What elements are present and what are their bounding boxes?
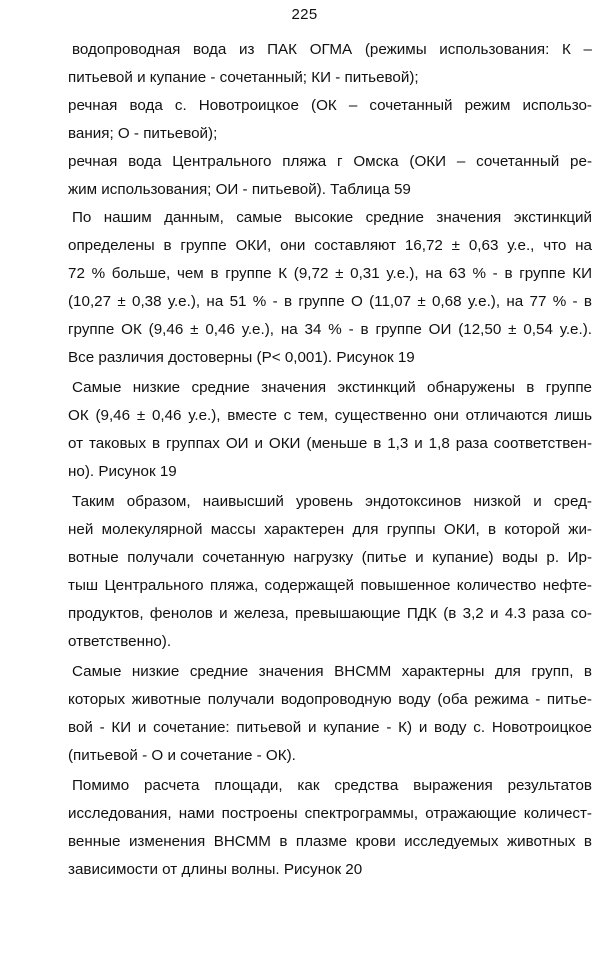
- text-line: Все различия достоверны (Р< 0,001). Рисунок 19: [68, 349, 415, 366]
- text-line: исследования, нами построены спектрограммы, отражающие количест-: [68, 805, 592, 822]
- text-line: Таким образом, наивысший уровень эндотоксинов низкой и сред-: [72, 493, 592, 510]
- text-line: определены в группе ОКИ, они составляют 16,72 ± 0,63 у.е., что на: [68, 237, 592, 254]
- text-line: Самые низкие средние значения ВНСММ характерны для групп, в: [72, 663, 592, 680]
- text-line: вания; О - питьевой);: [68, 125, 218, 142]
- text-line: По нашим данным, самые высокие средние значения экстинкций: [72, 209, 592, 226]
- text-line: Самые низкие средние значения экстинкций обнаружены в группе: [72, 379, 592, 396]
- text-line: зависимости от длины волны. Рисунок 20: [68, 861, 363, 878]
- text-line: питьевой и купание - сочетанный; КИ - питьевой);: [68, 69, 419, 86]
- text-line: речная вода Центрального пляжа г Омска (ОКИ – сочетанный ре-: [68, 153, 592, 170]
- text-line: ОК (9,46 ± 0,46 у.е.), вместе с тем, существенно они отличаются лишь: [68, 407, 592, 424]
- text-line: 72 % больше, чем в группе К (9,72 ± 0,31 у.е.), на 63 % - в группе КИ: [68, 265, 592, 282]
- text-line: венные изменения ВНСММ в плазме крови исследуемых животных в: [68, 833, 592, 850]
- text-line: которых животные получали водопроводную воду (оба режима - питье-: [68, 691, 592, 708]
- text-line: вой - КИ и сочетание: питьевой и купание - К) и воду с. Новотроицкое: [68, 719, 592, 736]
- text-line: (10,27 ± 0,38 у.е.), на 51 % - в группе О (11,07 ± 0,68 у.е.), на 77 % - в: [68, 293, 592, 310]
- text-line: ответственно).: [68, 633, 172, 650]
- text-line: (питьевой - О и сочетание - ОК).: [68, 747, 296, 764]
- text-line: тыш Центрального пляжа, содержащей повышенное количество нефте-: [68, 577, 592, 594]
- text-line: от таковых в группах ОИ и ОКИ (меньше в 1,3 и 1,8 раза соответствен-: [68, 435, 592, 452]
- text-line: Помимо расчета площади, как средства выражения результатов: [72, 777, 592, 794]
- page-number: 225: [291, 6, 318, 23]
- text-line: продуктов, фенолов и железа, превышающие ПДК (в 3,2 и 4.3 раза со-: [68, 605, 592, 622]
- text-line: ней молекулярной массы характерен для группы ОКИ, в которой жи-: [68, 521, 592, 538]
- text-line: жим использования; ОИ - питьевой). Таблица 59: [68, 181, 411, 198]
- text-line: водопроводная вода из ПАК ОГМА (режимы использования: К –: [72, 41, 592, 58]
- text-line: вотные получали сочетанную нагрузку (питье и купание) воды р. Ир-: [68, 549, 592, 566]
- text-line: но). Рисунок 19: [68, 463, 177, 480]
- text-line: группе ОК (9,46 ± 0,46 у.е.), на 34 % - в группе ОИ (12,50 ± 0,54 у.е.).: [68, 321, 592, 338]
- text-line: речная вода с. Новотроицкое (ОК – сочетанный режим использо-: [68, 97, 592, 114]
